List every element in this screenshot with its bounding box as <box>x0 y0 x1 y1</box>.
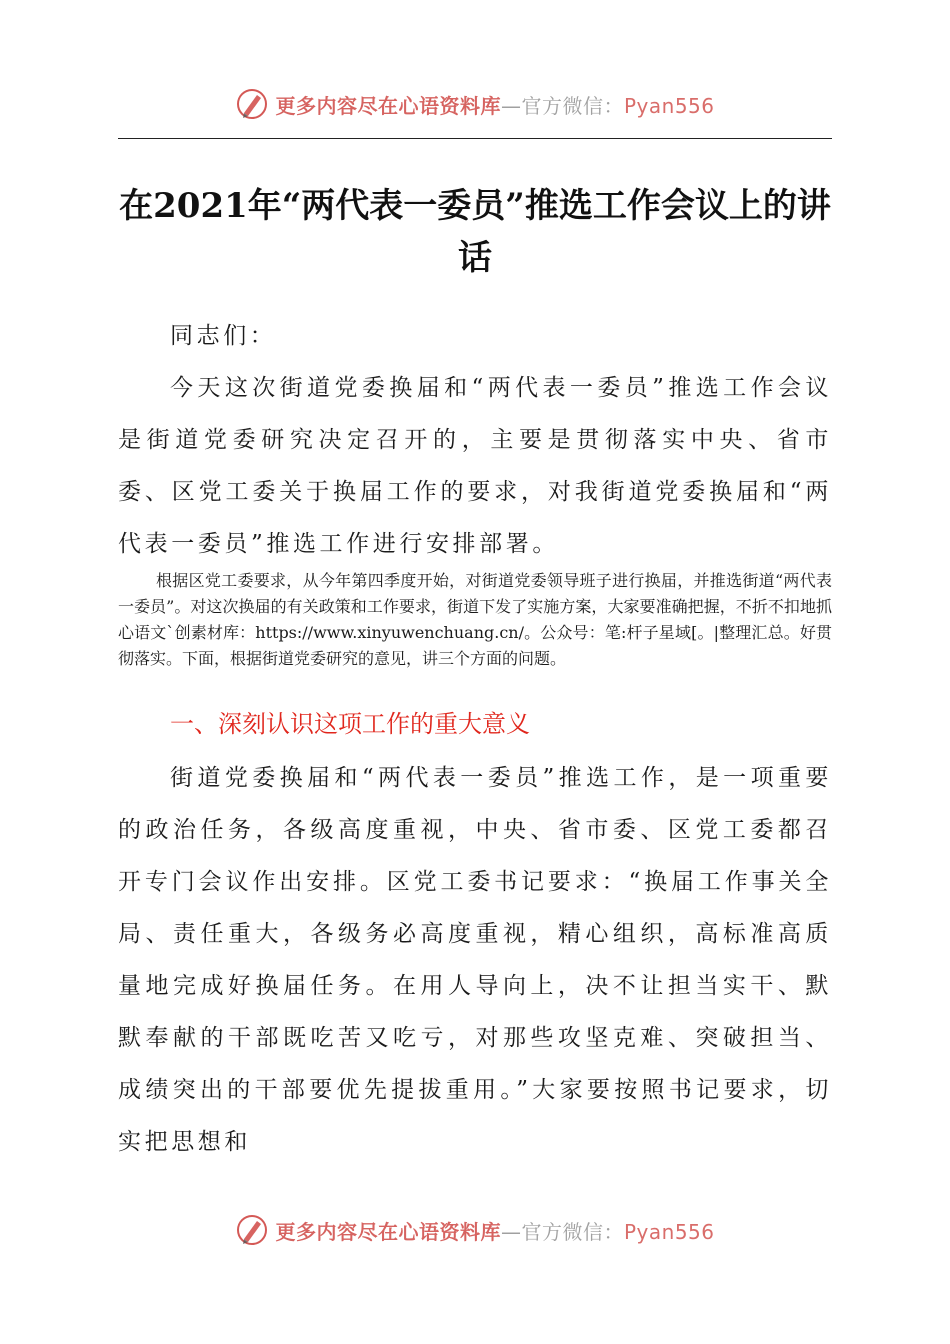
banner-site-name: 更多内容尽在心语资料库 <box>275 1219 501 1244</box>
banner-text <box>275 1216 714 1245</box>
banner-official-label: 官方微信： <box>521 93 624 118</box>
banner-wechat-id: Pyan556 <box>623 1219 715 1244</box>
header-banner <box>0 84 950 124</box>
document-title: 在2021年“两代表一委员”推选工作会议上的讲话 <box>119 186 831 278</box>
banner-official-label: 官方微信： <box>521 1219 624 1244</box>
pen-logo-icon <box>235 87 269 121</box>
pen-logo-icon <box>235 1213 269 1247</box>
footer-banner <box>0 1210 950 1250</box>
intro-paragraph: 今天这次街道党委换届和“两代表一委员”推选工作会议是街道党委研究决定召开的，主要是贯彻落实中央、省市委、区党工委关于换届工作的要求，对我街道党委换届和“两代表一委员”推选工作进行安排部署。 <box>118 375 832 557</box>
banner-wechat-id: Pyan556 <box>623 93 715 118</box>
header-divider <box>118 138 832 139</box>
banner-text <box>275 90 714 119</box>
small-paragraph: 根据区党工委要求，从今年第四季度开始，对街道党委领导班子进行换届，并推选街道“两代表一委员”。对这次换届的有关政策和工作要求，街道下发了实施方案，大家要准确把握，不折不扣地抓心语文`创素材库：https://www.xinyuwenchuang.cn/。公众号：笔:杆子星域[。|整理汇总。好贯彻落实。下面，根据街道党委研究的意见，讲三个方面的问题。 <box>118 571 832 668</box>
body-paragraph: 街道党委换届和“两代表一委员”推选工作，是一项重要的政治任务，各级高度重视，中央、省市委、区党工委都召开专门会议作出安排。区党工委书记要求：“换届工作事关全局、责任重大，各级务必高度重视，精心组织，高标准高质量地完成好换届任务。在用人导向上，决不让担当实干、默默奉献的干部既吃苦又吃亏，对那些攻坚克难、突破担当、成绩突出的干部要优先提拔重用。”大家要按照书记要求，切实把思想和 <box>118 765 832 1155</box>
banner-site-name: 更多内容尽在心语资料库 <box>275 93 501 118</box>
banner-dash: — <box>500 1219 522 1244</box>
section-heading: 一、深刻认识这项工作的重大意义 <box>170 710 530 738</box>
banner-dash: — <box>500 93 522 118</box>
salutation: 同志们： <box>170 323 277 349</box>
